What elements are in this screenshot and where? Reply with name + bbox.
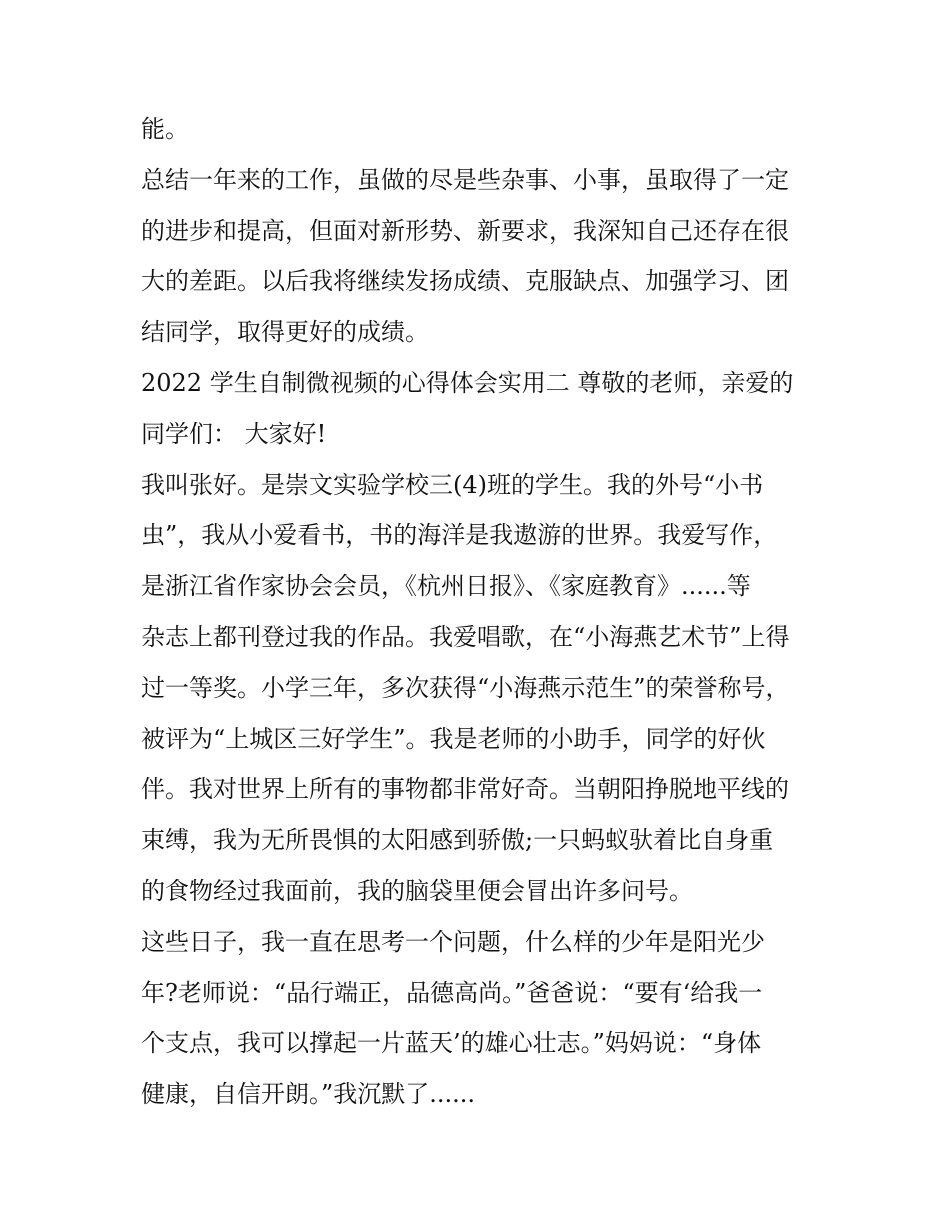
text-line: 我叫张好。是崇文实验学校三(4)班的学生。我的外号“小书 — [141, 470, 764, 499]
text-line: 健康，自信开朗。”我沉默了...... — [141, 1080, 476, 1109]
text-line: 总结一年来的工作，虽做的尽是些杂事、小事，虽取得了一定 — [141, 165, 789, 194]
text-line: 虫”，我从小爱看书，书的海洋是我遨游的世界。我爱写作， — [141, 521, 778, 550]
text-line: 个支点，我可以撑起一片蓝天’的雄心壮志。”妈妈说：“身体 — [141, 1029, 762, 1058]
text-line: 2022 学生自制微视频的心得体会实用二 尊敬的老师，亲爱的 — [141, 368, 794, 397]
document-body — [141, 104, 821, 1120]
text-line: 是浙江省作家协会会员，《杭州日报》、《家庭教育》......等 — [141, 572, 751, 601]
text-line: 的食物经过我面前，我的脑袋里便会冒出许多问号。 — [141, 876, 693, 905]
text-line: 束缚，我为无所畏惧的太阳感到骄傲;一只蚂蚁驮着比自身重 — [141, 826, 774, 855]
text-line: 过一等奖。小学三年，多次获得“小海燕示范生”的荣誉称号， — [141, 673, 790, 702]
text-line: 能。 — [141, 115, 189, 143]
text-line: 结同学，取得更好的成绩。 — [141, 318, 429, 347]
text-line: 年?老师说：“品行端正，品德高尚。”爸爸说：“要有‘给我一 — [141, 978, 763, 1007]
text-line: 这些日子，我一直在思考一个问题，什么样的少年是阳光少 — [141, 927, 765, 956]
text-line: 同学们： 大家好! — [141, 419, 327, 448]
text-line: 被评为“上城区三好学生”。我是老师的小助手，同学的好伙 — [141, 724, 766, 753]
text-line: 伴。我对世界上所有的事物都非常好奇。当朝阳挣脱地平线的 — [141, 775, 789, 804]
text-line: 大的差距。以后我将继续发扬成绩、克服缺点、加强学习、团 — [141, 267, 789, 296]
text-line: 的进步和提高，但面对新形势、新要求，我深知自己还存在很 — [141, 216, 789, 245]
text-line: 杂志上都刊登过我的作品。我爱唱歌，在“小海燕艺术节”上得 — [141, 622, 790, 651]
